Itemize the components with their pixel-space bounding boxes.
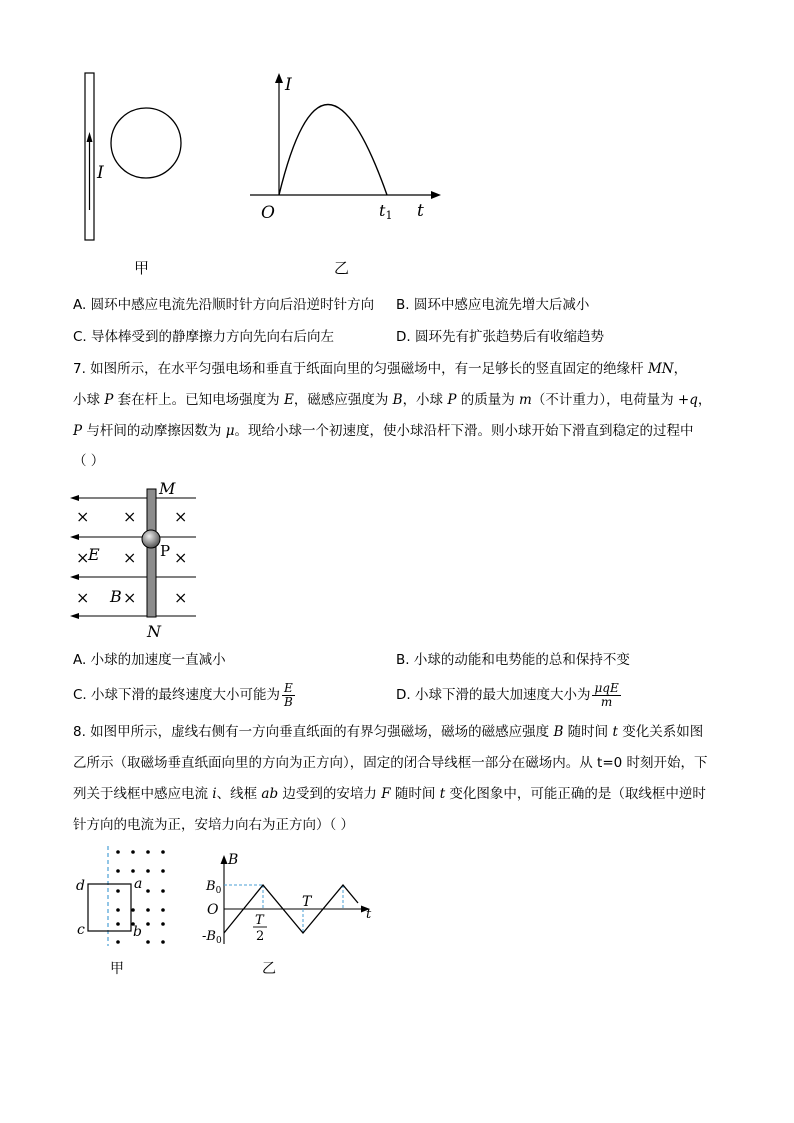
- t1-label: t1: [379, 201, 393, 222]
- insulating-rod: [147, 489, 156, 617]
- label-c: c: [77, 922, 85, 938]
- label-n: N: [147, 622, 161, 640]
- half-t-denominator: 2: [256, 929, 265, 944]
- q6-option-a: A. 圆环中感应电流先沿顺时针方向后沿逆时针方向: [73, 297, 375, 313]
- wire-frame: [88, 884, 131, 931]
- svg-text:×: ×: [76, 507, 90, 526]
- q7-option-d: D. 小球下滑的最大加速度大小为 $\frac{\text{μqE}}{m}$: [396, 680, 619, 709]
- q8-figure-yi-caption: 乙: [262, 961, 276, 977]
- x-axis-label: t: [417, 201, 424, 221]
- label-m: M: [159, 479, 176, 498]
- q7-option-b: B. 小球的动能和电势能的总和保持不变: [396, 652, 630, 668]
- q7-figure: [60, 478, 210, 640]
- q7-stem-line-1: 7. 如图所示，在水平匀强电场和垂直于纸面向里的匀强磁场中，有一足够长的竖直固定的绝缘杆 MN，: [73, 361, 688, 377]
- neg-b0-label: $-B_0$: [202, 929, 222, 946]
- y-axis-label: I: [285, 75, 292, 95]
- q6-option-c: C. 导体棒受到的静摩擦力方向先向右后向左: [73, 329, 335, 345]
- b-t-graph: [200, 848, 380, 958]
- metal-ring: [111, 108, 181, 178]
- svg-text:×: ×: [174, 548, 188, 567]
- current-curve: [279, 105, 387, 196]
- q6-option-b: B. 圆环中感应电流先增大后减小: [396, 297, 590, 313]
- q8-stem-line-1: 8. 如图甲所示，虚线右侧有一方向垂直纸面的有界匀强磁场，磁场的磁感应强度 B 随时间 t 变化关系如图: [73, 724, 704, 740]
- t-label: T: [302, 894, 312, 910]
- q8-stem-line-2: 乙所示（取磁场垂直纸面向里的方向为正方向），固定的闭合导线框一部分在磁场内。从 t=0 时刻开始，下: [73, 755, 708, 771]
- fraction-e-over-b: $\frac{E}{B}$: [284, 680, 293, 709]
- figure-jia-caption: 甲: [134, 259, 150, 277]
- figure-jia-rod-ring: [75, 70, 195, 250]
- label-p: P: [160, 542, 171, 560]
- q7-answer-paren: （ ）: [73, 453, 105, 469]
- svg-text:×: ×: [174, 507, 188, 526]
- q6-option-d: D. 圆环先有扩张趋势后有收缩趋势: [396, 329, 604, 345]
- svg-text:×: ×: [123, 548, 137, 567]
- q8-stem-line-3: 列关于线框中感应电流 i、线框 ab 边受到的安培力 F 随时间 t 变化图象中，可能正确的是（取线框中逆时: [73, 786, 706, 802]
- q8-figure-jia: [70, 842, 180, 952]
- half-t-numerator: T: [255, 913, 264, 928]
- q7-stem-line-2: 小球 P 套在杆上。已知电场强度为 E，磁感应强度为 B，小球 P 的质量为 m（不计重力），电荷量为 +q，: [73, 392, 712, 408]
- svg-text:×: ×: [123, 507, 137, 526]
- label-b-vertex: b: [133, 924, 142, 940]
- x-axis-label: t: [366, 907, 372, 922]
- label-d: d: [76, 878, 85, 894]
- svg-text:×: ×: [174, 588, 188, 607]
- fraction-muqe-over-m: $\frac{\text{μqE}}{m}$: [594, 680, 619, 709]
- label-e: E: [88, 545, 100, 564]
- q7-field-diagram: [60, 478, 210, 640]
- svg-text:×: ×: [76, 588, 90, 607]
- label-b: B: [110, 587, 122, 606]
- svg-text:×: ×: [123, 588, 137, 607]
- figure-yi-caption: 乙: [334, 259, 350, 277]
- q7-option-a: A. 小球的加速度一直减小: [73, 652, 226, 668]
- y-axis-label: B: [228, 852, 239, 868]
- origin-label: O: [207, 902, 219, 918]
- q7-stem-line-3: P 与杆间的动摩擦因数为 μ。现给小球一个初速度，使小球沿杆下滑。则小球开始下滑直到稳定的过程中: [73, 423, 694, 439]
- q7-option-c: C. 小球下滑的最终速度大小可能为 $\frac{E}{B}$: [73, 680, 293, 709]
- y-axis-arrow: [275, 73, 283, 83]
- svg-text:×: ×: [76, 548, 90, 567]
- current-time-graph: [245, 70, 445, 230]
- b0-label: $B_0$: [206, 879, 222, 896]
- x-axis-arrow: [431, 191, 441, 199]
- frame-field-diagram: [70, 842, 180, 952]
- q8-stem-line-4: 针方向的电流为正，安培力向右为正方向）（ ）: [73, 817, 355, 833]
- origin-label: O: [261, 203, 275, 223]
- label-a: a: [134, 876, 143, 892]
- q8-figure-yi: [200, 848, 380, 958]
- rod-ring-diagram: [75, 70, 195, 250]
- ball-p: [142, 530, 160, 548]
- current-label: I: [97, 163, 104, 183]
- y-axis-arrow: [221, 855, 228, 864]
- q8-figure-jia-caption: 甲: [110, 961, 124, 977]
- figure-yi-current-graph: [245, 70, 445, 230]
